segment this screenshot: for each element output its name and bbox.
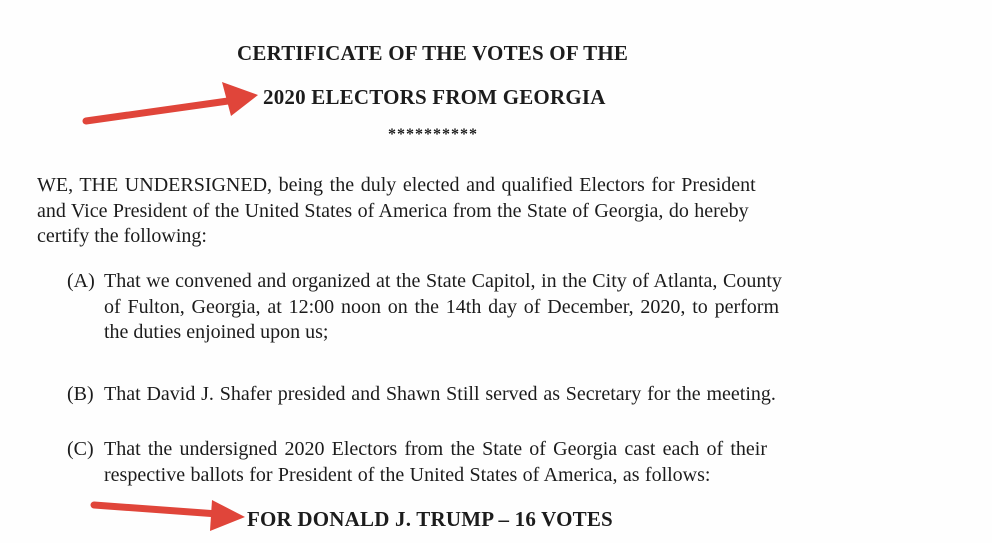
intro-line: certify the following: — [37, 225, 207, 247]
intro-line: and Vice President of the United States of America from the State of Georgia, do hereby — [37, 199, 749, 222]
item-line: That we convened and organized at the State Capitol, in the City of Atlanta, County — [104, 270, 782, 292]
item-b-text — [104, 382, 776, 408]
item-line: respective ballots for President of the United States of America, as follows: — [104, 463, 711, 486]
item-line: That the undersigned 2020 Electors from the State of Georgia cast each of their — [104, 438, 768, 460]
item-line: That David J. Shafer presided and Shawn Still served as Secretary for the meeting. — [104, 383, 776, 405]
vote-result: FOR DONALD J. TRUMP – 16 VOTES — [247, 507, 613, 531]
item-a-label: (A) — [67, 270, 95, 292]
item-c-text — [104, 437, 767, 488]
item-b-label: (B) — [67, 383, 94, 405]
red-arrow-icon — [86, 82, 258, 121]
item-a-text — [104, 269, 782, 346]
red-arrow-icon — [94, 500, 245, 531]
intro-line: WE, THE UNDERSIGNED, being the duly elected and qualified Electors for President — [37, 174, 756, 196]
item-line: the duties enjoined upon us; — [104, 321, 329, 343]
item-line: of Fulton, Georgia, at 12:00 noon on the 14th day of December, 2020, to perform — [104, 295, 780, 318]
certificate-title: CERTIFICATE OF THE VOTES OF THE — [237, 41, 629, 65]
intro-paragraph — [37, 173, 756, 250]
separator-asterisks: ********** — [388, 126, 478, 143]
certificate-subtitle: 2020 ELECTORS FROM GEORGIA — [263, 85, 606, 109]
item-c-label: (C) — [67, 438, 94, 460]
